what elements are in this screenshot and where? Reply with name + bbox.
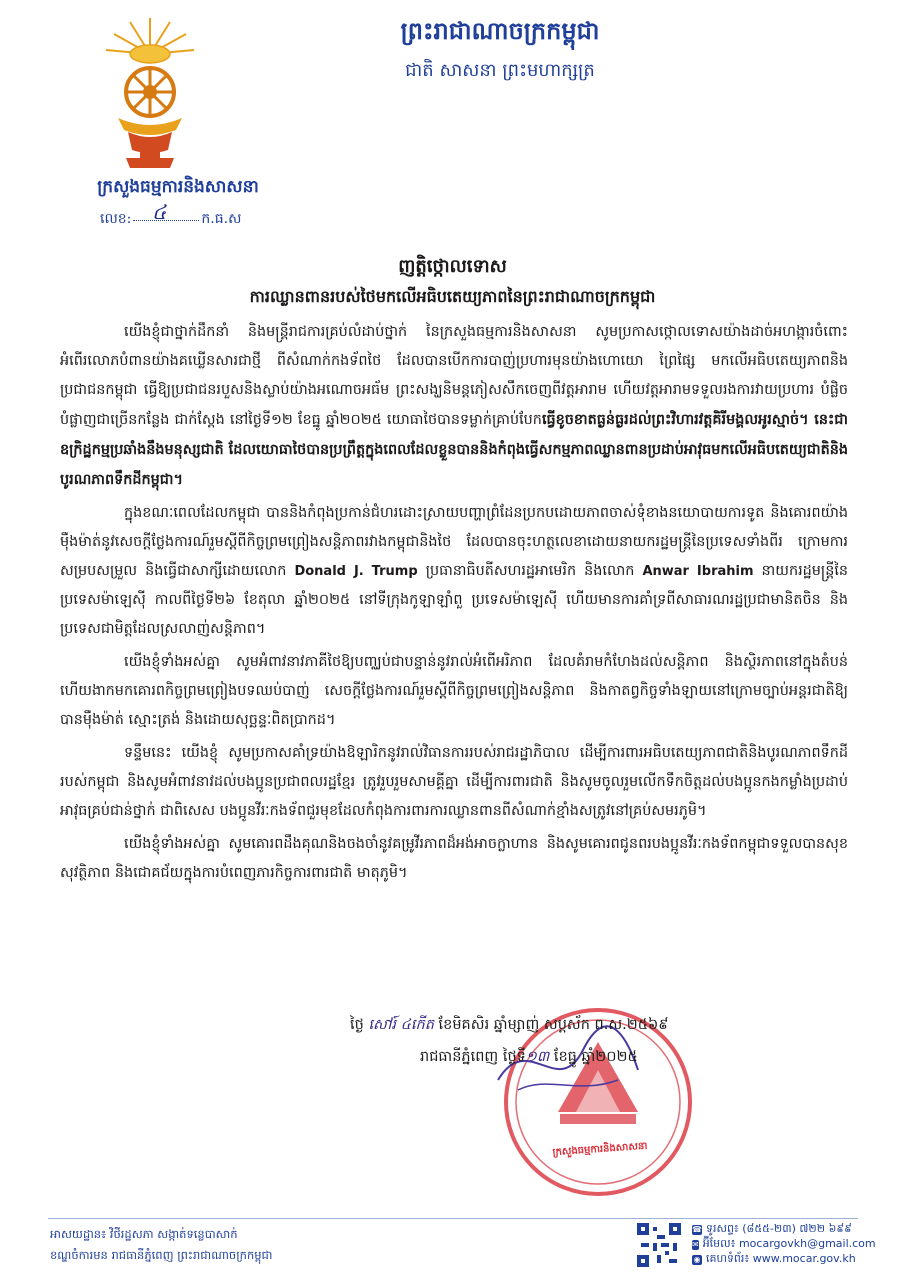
name-anwar: Anwar Ibrahim	[642, 564, 754, 579]
contact-website[interactable]: ◉ គេហទំព័រ៖ www.mocar.gov.kh	[693, 1251, 856, 1265]
ministry-emblem-icon	[100, 14, 200, 172]
globe-icon: ◉	[693, 1254, 701, 1264]
name-trump: Donald J. Trump	[294, 564, 418, 579]
paragraph-5: យើងខ្ញុំទាំងអស់គ្នា សូមគោរពដឹងគុណនិងចងចាំនូវគម្រូវីរភាពដ៏អង់អាចក្លាហាន និងសូមគោរពជូនពរបងប្អូនវីរៈកងទ័ពកម្ពុជាទទួលបានសុខសុវត្ថិភាព និងជោគជ័យក្នុងការបំពេញភារកិច្ចការពារជាតិ មាតុភូមិ។	[60, 836, 848, 881]
paragraph-2: ក្នុងខណៈពេលដែលកម្ពុជា បាននិងកំពុងប្រកាន់ជំហរដោះស្រាយបញ្ហាព្រំដែនប្រកបដោយភាពចាស់ទុំខាងនយោបាយការទូត និងគោរពយ៉ាងម៉ឺងម៉ាត់នូវសេចក្តីថ្លែងការណ៍រួមស្តីពីកិច្ចព្រមព្រៀងសន្តិភាពរវាងកម្ពុជានិងថៃ ដែលបានចុះហត្ថលេខាដោយនាយករដ្ឋមន្ត្រីនៃប្រទេសទាំងពីរ ក្រោមការសម្របសម្រួល និងធ្វើជាសាក្សីដោយលោក Donald J. Trump ប្រធានាធិបតីសហរដ្ឋអាមេរិក និងលោក Anwar Ibrahim នាយករដ្ឋមន្ត្រីនៃប្រទេសម៉ាឡេស៊ី កាលពីថ្ងៃទី២៦ ខែតុលា ឆ្នាំ២០២៥ នៅទីក្រុងកូឡាឡាំពួ ប្រទេសម៉ាឡេស៊ី ហើយមានការគាំទ្រពីសាធារណរដ្ឋប្រជាមានិតចិន និងប្រទេសជាមិត្តដែលស្រលាញ់សន្តិភាព។	[60, 505, 849, 637]
contact-phone: ☎ ទូរសព្ទ៖ (៨៥៥-២៣) ៧២២ ៦៩៩	[692, 1221, 852, 1235]
qr-code-icon	[637, 1223, 681, 1267]
ref-label: លេខ:	[100, 211, 132, 227]
footer-address-line-1: អាសយដ្ឋាន៖ វិថីរដ្ឋសភា សង្កាត់ទន្លេបាសាក់	[50, 1227, 238, 1241]
lunar-day: សៅរ៍	[368, 1017, 397, 1033]
contact-email[interactable]: ✉ អ៊ីមែល៖ mocargovkh@gmail.com	[692, 1236, 876, 1250]
paragraph-3: យើងខ្ញុំទាំងអស់គ្នា សូមអំពាវនាវភាគីថៃឱ្យបញ្ឈប់ជាបន្ទាន់នូវរាល់អំពើអរិភាព ដែលគំរាមកំហែងដល់សន្តិភាព និងស្ថិរភាពនៅក្នុងតំបន់ ហើយងាកមកគោរពកិច្ចព្រមព្រៀងបទឈប់បាញ់ សេចក្តីថ្លែងការណ៍រួមស្តីពីកិច្ចព្រមព្រៀងសន្តិភាព និងកាតព្វកិច្ចទាំងឡាយនៅក្រោមច្បាប់អន្តរជាតិឱ្យបានម៉ឺងម៉ាត់ ស្មោះត្រង់ និងដោយសុច្ឆន្ទៈពិតប្រាកដ។	[60, 654, 848, 728]
paragraph-1: យើងខ្ញុំជាថ្នាក់ដឹកនាំ និងមន្ត្រីរាជការគ្រប់លំដាប់ថ្នាក់ នៃក្រសួងធម្មការនិងសាសនា សូមប្រកាសថ្កោលទោសយ៉ាងដាច់អហង្ការចំពោះអំពើរលោភបំពានយ៉ាងគឃ្លើនសារជាថ្មី ពីសំណាក់កងទ័ពថៃ ដែលបានបើកការបាញ់ប្រហារមុនយ៉ាងហោយោ ព្រៃផ្សៃ មកលើអធិបតេយ្យភាពនិងប្រជាជនកម្ពុជា ធ្វើឱ្យប្រជាជនរបួសនិងស្លាប់យ៉ាងអណោចអធ័ម ព្រះសង្ឃនិមន្តភៀសសឹកចេញពីវត្តអារាម ហើយវត្តអារាមទទួលរងការវាយប្រហារ បំផ្លិចបំផ្លាញជាច្រើនកន្លែង ជាក់ស្តែង នៅថ្ងៃទី១២ ខែធ្នូ ឆ្នាំ២០២៥ យោធាថៃបានទម្លាក់គ្រាប់បែកធ្វើខូចខាតធ្ងន់ធ្ងរដល់ព្រះវិហារវត្តគិរីមង្គលអូរស្មាច់។ នេះជាឧក្រិដ្ឋកម្មប្រឆាំងនឹងមនុស្សជាតិ ដែលយោធាថៃបានប្រព្រឹត្តក្នុងពេលដែលខ្លួនបាននិងកំពុងធ្វើសកម្មភាពឈ្លានពានប្រដាប់អាវុធមកលើអធិបតេយ្យជាតិនិងបូរណភាពទឹកដីកម្ពុជា។	[60, 324, 848, 488]
ref-suffix: ក.ធ.ស	[201, 211, 242, 227]
lunar-date: ថ្ងៃ សៅរ៍ ៤កើត ខែមិគសិរ ឆ្នាំម្សាញ់ សប្តស័ក ព.ស.២៥៦៩	[350, 1017, 669, 1033]
statement-body	[60, 318, 848, 888]
phone-icon: ☎	[692, 1224, 702, 1234]
ref-number: ៤	[152, 200, 167, 224]
paragraph-4: ទន្ទឹមនេះ យើងខ្ញុំ សូមប្រកាសគាំទ្រយ៉ាងឱឡារិកនូវរាល់វិធានការរបស់រាជរដ្ឋាភិបាល ដើម្បីការពារអធិបតេយ្យភាពជាតិនិងបូរណភាពទឹកដីរបស់កម្ពុជា និងសូមអំពាវនាវដល់បងប្អូនប្រជាពលរដ្ឋខ្មែរ ត្រូវរួបរួមសាមគ្គីគ្នា ដើម្បីការពារជាតិ និងសូមចូលរួមលើកទឹកចិត្តដល់បងប្អូនកងកម្លាំងប្រដាប់អាវុធគ្រប់ជាន់ថ្នាក់ ជាពិសេស បងប្អូនវីរៈកងទ័ពជួរមុខដែលកំពុងការពារការឈ្លានពានពីសំណាក់ខ្មាំងសត្រូវនៅគ្រប់សមរភូមិ។	[60, 745, 848, 819]
email-icon: ✉	[692, 1239, 699, 1249]
document-subtitle: ការឈ្លានពានរបស់ថៃមកលើអធិបតេយ្យភាពនៃព្រះរាជាណាចក្រកម្ពុជា	[249, 287, 656, 306]
ministry-name: ក្រសួងធម្មការនិងសាសនា	[97, 177, 259, 197]
solar-day: ១៣	[525, 1049, 550, 1065]
kingdom-name: ព្រះរាជាណាចក្រកម្ពុជា	[400, 16, 600, 45]
footer-divider	[48, 1218, 858, 1219]
lunar-number: ៤កើត	[400, 1017, 434, 1033]
national-motto: ជាតិ សាសនា ព្រះមហាក្សត្រ	[405, 60, 595, 81]
footer-address-line-2: ខណ្ឌចំការមន រាជធានីភ្នំពេញ ព្រះរាជាណាចក្រកម្ពុជា	[50, 1248, 273, 1262]
footer-contacts	[692, 1221, 876, 1267]
seal-text: ក្រសួងធម្មការនិងសាសនា	[552, 1140, 648, 1159]
document-title: ញត្តិថ្កោលទោស	[398, 256, 507, 277]
solar-date: រាជធានីភ្នំពេញ ថ្ងៃទី១៣ ខែធ្នូ ឆ្នាំ២០២៥	[420, 1049, 638, 1065]
reference-number	[100, 200, 242, 230]
